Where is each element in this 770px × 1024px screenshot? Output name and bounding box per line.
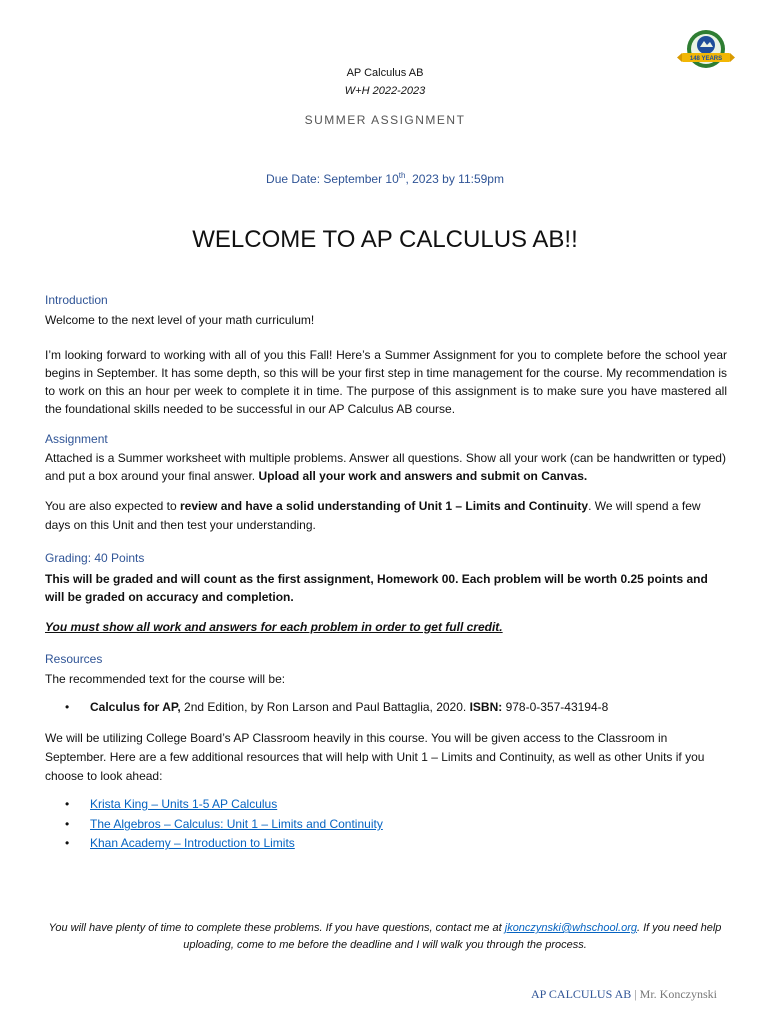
link-the-algebros[interactable]: The Algebros – Calculus: Unit 1 – Limits and Continuity [90, 817, 383, 831]
logo-banner-text: 148 YEARS [689, 56, 723, 62]
intro-heading: Introduction [45, 293, 108, 307]
page-footer [531, 987, 717, 1002]
link-krista-king[interactable]: Krista King – Units 1-5 AP Calculus [90, 797, 278, 811]
resources-paragraph: We will be utilizing College Board’s AP Classroom heavily in this course. You will be given access to the Classroom in September. Here are a few additional resources that will help with Unit 1 – Limits and Continuity, as well as other Units if you choose to look ahead: [45, 731, 705, 783]
due-date-suffix: , 2023 by 11:59pm [405, 172, 504, 186]
bullet-icon: • [65, 700, 70, 714]
assignment-heading: Assignment [45, 432, 108, 446]
intro-paragraph: I’m looking forward to working with all of you this Fall! Here’s a Summer Assignment for you to complete before the school year begins in September. It has some depth, so this will be your first step in time management for the course. My recommendation is to work on this an hour per week to complete it in time. The purpose of this assignment is to make sure you have mastered all the foundational skills needed to be successful in our AP Calculus AB course. [45, 348, 727, 416]
school-seal-icon [676, 25, 736, 73]
footer-teacher: Mr. Konczynski [639, 987, 717, 1001]
due-date [0, 171, 770, 186]
assignment-text: Attached is a Summer worksheet with multiple problems. Answer all questions. Show all your work (can be handwritten or typed) and put a box around your final answer. [45, 451, 726, 483]
grading-paragraph: This will be graded and will count as the first assignment, Homework 00. Each problem will be worth 0.25 points and will be graded on accuracy and completion. [45, 572, 708, 604]
closing-note [40, 920, 730, 954]
due-date-prefix: Due Date: September 10 [266, 172, 399, 186]
textbook-entry [90, 700, 608, 714]
closing-text: You will have plenty of time to complete these problems. If you have questions, contact me at [48, 922, 505, 934]
school-year: W+H 2022-2023 [344, 85, 426, 97]
footer-course: AP CALCULUS AB [531, 987, 632, 1001]
isbn-label: ISBN: [469, 700, 503, 714]
textbook-details: 2nd Edition, by Ron Larson and Paul Battaglia, 2020. [180, 700, 470, 714]
course-title: AP Calculus AB [346, 67, 424, 79]
upload-instruction: Upload all your work and answers and submit on Canvas. [258, 469, 588, 483]
full-credit-notice: You must show all work and answers for each problem in order to get full credit. [45, 620, 503, 634]
bullet-icon: • [65, 836, 70, 850]
textbook-title: Calculus for AP, [90, 700, 181, 714]
due-date-ordinal: th [398, 171, 406, 180]
footer-separator: | [634, 987, 637, 1001]
intro-line: Welcome to the next level of your math curriculum! [45, 313, 315, 327]
email-link[interactable]: jkonczynski@whschool.org [504, 922, 637, 934]
assignment-paragraph-2 [45, 497, 727, 535]
assignment-subtitle: SUMMER ASSIGNMENT [304, 113, 466, 127]
unit-1-requirement: review and have a solid understanding of Unit 1 – Limits and Continuity [180, 499, 589, 513]
welcome-heading: WELCOME TO AP CALCULUS AB!! [192, 226, 578, 253]
bullet-icon: • [65, 797, 70, 811]
assignment-paragraph-1 [45, 449, 727, 485]
grading-heading: Grading: 40 Points [45, 551, 145, 565]
link-khan-academy[interactable]: Khan Academy – Introduction to Limits [90, 836, 295, 850]
expectation-text: You are also expected to [45, 499, 180, 513]
closing-text-end: . If you need help uploading, come to me before the deadline and I will walk you through the process. [183, 922, 722, 951]
expectation-text-end: . We will spend a few days on this Unit and then test your understanding. [45, 499, 701, 532]
bullet-icon: • [65, 817, 70, 831]
isbn-value: 978-0-357-43194-8 [502, 700, 609, 714]
textbook-intro: The recommended text for the course will be: [45, 672, 286, 686]
resources-heading: Resources [45, 652, 103, 666]
